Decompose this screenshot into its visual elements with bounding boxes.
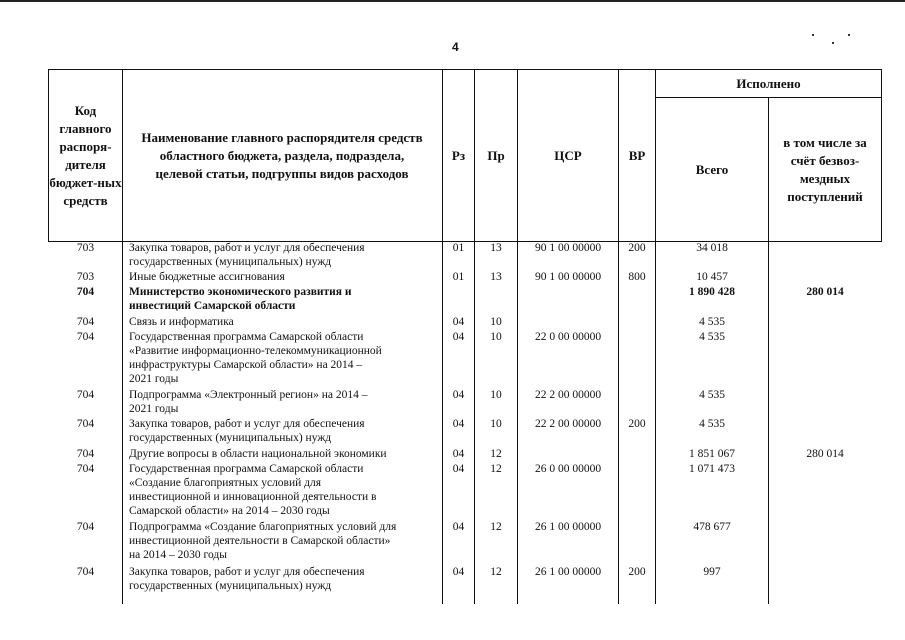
- cell-name: инвестиционной деятельности в Самарской области»: [129, 535, 391, 547]
- cell-rz: 04: [452, 566, 465, 578]
- scan-dot: [832, 42, 834, 44]
- header-csr: ЦСР: [554, 147, 582, 163]
- cell-name: Связь и информатика: [129, 316, 234, 328]
- cell-total: 4 535: [699, 418, 725, 430]
- cell-total: 478 677: [693, 521, 731, 533]
- cell-code: 704: [76, 566, 95, 578]
- cell-name: Подпрограмма «Электронный регион» на 2014 –: [129, 389, 368, 401]
- cell-vr: 200: [628, 242, 646, 254]
- cell-csr: 22 0 00 00000: [534, 331, 602, 343]
- cell-name: Государственная программа Самарской области: [129, 331, 364, 343]
- cell-rz: 04: [452, 316, 465, 328]
- cell-rz: 04: [452, 389, 465, 401]
- header-code: Код главного распоря-дителя бюджет-ных средств: [49, 102, 122, 208]
- cell-total: 1 851 067: [689, 448, 735, 460]
- cell-name: «Создание благоприятных условий для: [129, 477, 322, 489]
- cell-csr: 26 1 00 00000: [534, 521, 602, 533]
- cell-csr: 90 1 00 00000: [534, 271, 602, 283]
- cell-pr: 12: [490, 448, 502, 460]
- cell-total: 34 018: [696, 242, 728, 254]
- cell-code: 703: [76, 271, 95, 283]
- cell-total: 4 535: [699, 331, 725, 343]
- cell-csr: 90 1 00 00000: [534, 242, 602, 254]
- cell-rz: 04: [452, 521, 465, 533]
- cell-csr: 22 2 00 00000: [534, 389, 602, 401]
- header-gratuitous: в том числе за счёт безвоз-мездных поступлений: [783, 134, 867, 204]
- header-name: Наименование главного распорядителя средств областного бюджета, раздела, подраздела, целевой статьи, подгруппы видов расходов: [141, 129, 423, 181]
- cell-code: 704: [76, 448, 95, 460]
- cell-name: Иные бюджетные ассигнования: [129, 271, 285, 283]
- cell-name: 2021 годы: [129, 403, 179, 415]
- cell-vr: 200: [628, 566, 646, 578]
- grid-line: [881, 69, 882, 242]
- header-total: Всего: [695, 161, 729, 177]
- page-number: 4: [452, 40, 459, 54]
- cell-name: государственных (муниципальных) нужд: [129, 580, 332, 592]
- cell-vr: 200: [628, 418, 646, 430]
- header-vr: ВР: [628, 147, 646, 163]
- cell-total: 997: [703, 566, 721, 578]
- cell-name: инвестиций Самарской области: [129, 300, 296, 312]
- cell-total: 1 071 473: [689, 463, 735, 475]
- cell-rz: 04: [452, 331, 465, 343]
- cell-name: Закупка товаров, работ и услуг для обеспечения: [129, 566, 365, 578]
- cell-csr: 22 2 00 00000: [534, 418, 602, 430]
- grid-line: [122, 69, 123, 604]
- cell-total: 4 535: [699, 389, 725, 401]
- cell-name: Самарской области» на 2014 – 2030 годы: [129, 505, 330, 517]
- cell-name: Министерство экономического развития и: [129, 286, 352, 298]
- cell-name: 2021 годы: [129, 373, 179, 385]
- cell-name: Государственная программа Самарской области: [129, 463, 364, 475]
- cell-pr: 12: [490, 566, 502, 578]
- cell-code: 704: [76, 286, 95, 298]
- cell-code: 704: [76, 463, 95, 475]
- cell-code: 704: [76, 316, 95, 328]
- cell-name: Закупка товаров, работ и услуг для обеспечения: [129, 242, 365, 254]
- cell-code: 704: [76, 418, 95, 430]
- cell-pr: 13: [490, 271, 502, 283]
- cell-pr: 10: [490, 389, 502, 401]
- top-border: [0, 0, 905, 2]
- cell-pr: 12: [490, 521, 502, 533]
- cell-pr: 10: [490, 331, 502, 343]
- cell-vr: 800: [628, 271, 646, 283]
- grid-line: [768, 97, 769, 604]
- cell-name: государственных (муниципальных) нужд: [129, 256, 332, 268]
- scan-dot: [848, 34, 850, 36]
- cell-csr: 26 1 00 00000: [534, 566, 602, 578]
- cell-gratuitous: 280 014: [806, 448, 844, 460]
- cell-csr: 26 0 00 00000: [534, 463, 602, 475]
- cell-pr: 10: [490, 316, 502, 328]
- header-rz: Рз: [451, 147, 466, 163]
- cell-pr: 12: [490, 463, 502, 475]
- cell-name: государственных (муниципальных) нужд: [129, 432, 332, 444]
- cell-name: на 2014 – 2030 годы: [129, 549, 227, 561]
- scan-dot: [812, 34, 814, 36]
- cell-rz: 04: [452, 448, 465, 460]
- cell-total: 10 457: [696, 271, 728, 283]
- cell-name: Другие вопросы в области национальной экономики: [129, 448, 387, 460]
- cell-rz: 04: [452, 463, 465, 475]
- cell-pr: 10: [490, 418, 502, 430]
- cell-total: 4 535: [699, 316, 725, 328]
- cell-code: 704: [76, 521, 95, 533]
- cell-rz: 01: [452, 242, 465, 254]
- cell-code: 704: [76, 389, 95, 401]
- cell-name: Подпрограмма «Создание благоприятных условий для: [129, 521, 397, 533]
- header-pr: Пр: [487, 147, 505, 163]
- cell-total: 1 890 428: [689, 286, 735, 298]
- cell-name: инфраструктуры Самарской области» на 2014 –: [129, 359, 363, 371]
- cell-name: «Развитие информационно-телекоммуникационной: [129, 345, 382, 357]
- cell-gratuitous: 280 014: [806, 286, 844, 298]
- cell-pr: 13: [490, 242, 502, 254]
- cell-code: 704: [76, 331, 95, 343]
- cell-name: Закупка товаров, работ и услуг для обеспечения: [129, 418, 365, 430]
- header-executed: Исполнено: [736, 75, 801, 91]
- cell-name: инвестиционной и инновационной деятельности в: [129, 491, 377, 503]
- cell-rz: 01: [452, 271, 465, 283]
- cell-code: 703: [76, 242, 95, 254]
- cell-rz: 04: [452, 418, 465, 430]
